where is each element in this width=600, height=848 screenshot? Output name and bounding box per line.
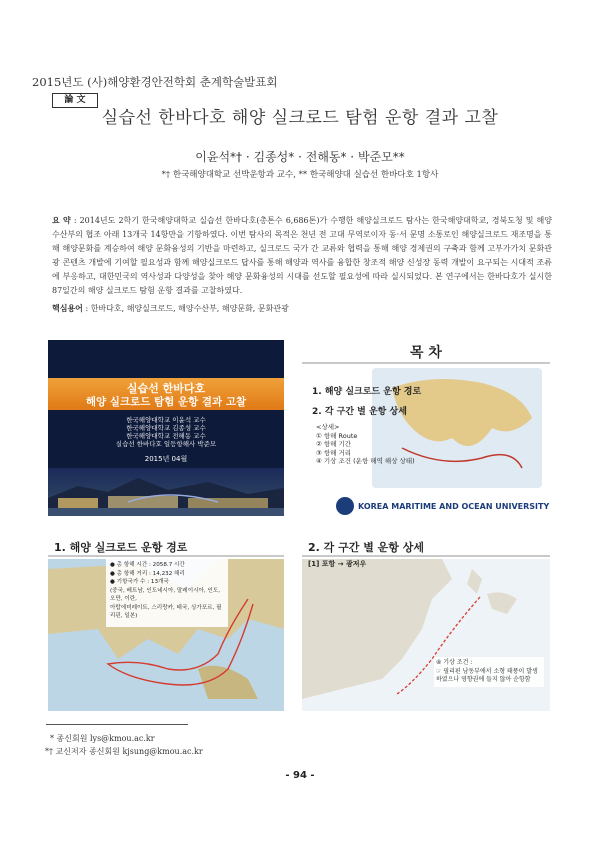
route-slide-title: 1. 해양 실크로드 운항 경로 [54,541,188,554]
slide1-line2: 해양 실크로드 탐험 운항 결과 고찰 [85,396,247,408]
contents-subitems [316,423,415,466]
slide1-name: 한국해양대학교 전해동 교수 [126,432,206,440]
contents-title: 목 차 [410,345,442,361]
slide1-name: 한국해양대학교 이윤석 교수 [126,416,206,424]
city-night-photo [48,468,284,516]
route-summary-line: ● 기항국가 수 : 13개국 [110,579,169,585]
segment-route: [1] 포항 → 광저우 [308,560,367,568]
authors: 이윤석*† · 김종성* · 전해동* · 박준모** [195,150,405,164]
slide1-line1: 실습선 한바다호 [126,382,206,395]
keywords-text: : 한바다호, 해양실크로드, 해양수산부, 해양문화, 문화관광 [85,304,289,313]
weather-note-line: ☞ 필리핀 남동부에서 소형 태풍이 발생하였으나 영향권에 들지 않아 순항함 [436,667,538,683]
slide1-name: 실습선 한바다호 일등항해사 박준모 [115,440,217,448]
abstract-text: : 2014년도 2학기 한국해양대학교 실습선 한바다호(총톤수 6,686톤)가 수행한 해양실크로드 탐사는 한국해양대학교, 경북도청 및 해양수산부의 협조 아래 13개국 14항만을 기항하였다. 이번 탐사의 목적은 천년 전 고대 무역로이자 동·서 문명 소통로인 해양실크로드 재조명을 통해 해양문화를 계승하여 해양 문화융성의 기반을 마련하고, 실크로드 국가 간 교류와 협력을 통해 해양 경제권의 구축과 함께 고부가가치 문화관광 콘텐츠 개발에 기여할 필요성과 함께 해양실크로드 답사를 통해 해양과 역사를 융합한 창조적 해양 신성장 동력 개발이 요구되는 시대적 조류에 부응하고, 대한민국의 역사성과 다양성을 찾아 해양 문화융성의 시대를 선도할 필요성에 따라 실시되었다. 본 연구에서는 한바다호가 실시한 87일간의 해양 실크로드 탐험 운항 결과를 고찰하였다. [52,216,553,295]
slide1-name: 한국해양대학교 김종성 교수 [126,424,206,432]
paper-title: 실습선 한바다호 해양 실크로드 탐험 운항 결과 고찰 [101,108,499,128]
footnote-2: *† 교신저자 종신회원 kjsung@kmou.ac.kr [45,747,203,756]
university-logo [336,497,354,515]
abstract-label: 요 약 [52,215,71,225]
contents-subitem: ① 항해 Route [316,431,358,440]
weather-note-line: ④ 기상 조건 : [436,659,473,666]
university-name: KOREA MARITIME AND OCEAN UNIVERSITY [358,502,550,511]
divider [48,555,284,557]
footnote-1: * 종신회원 lys@kmou.ac.kr [50,734,155,743]
segment-slide-title: 2. 각 구간 별 운항 상세 [308,541,424,554]
route-summary-line: (중국, 베트남, 인도네시아, 말레이시아, 인도, 오만, 이란, [110,587,221,602]
slide1-names [48,416,284,448]
affiliation: *† 한국해양대학교 선박운항과 교수, ** 한국해양대 실습선 한바다호 1항사 [161,170,439,180]
route-summary-box [106,559,228,627]
slide1-date: 2015년 04월 [144,455,188,463]
route-summary-line: 아랍에미레이트, 스리랑카, 태국, 싱가포르, 필리핀, 일본) [110,604,222,619]
contents-item-2: 2. 각 구간 별 운항 상세 [312,407,407,417]
conference-header: 2015년도 (사)해양환경안전학회 춘계학술발표회 [32,75,278,89]
contents-subitem: ④ 기상 조건 (운항 해역 해상 상태) [316,457,415,465]
route-summary-line: ● 총 항해 거리 : 14,232 해리 [110,570,185,577]
keywords [52,303,552,314]
divider [302,362,550,364]
divider [302,555,550,557]
contents-subitem: ③ 항해 거리 [316,448,352,457]
route-slide [48,537,284,711]
abstract [52,213,552,298]
segment-slide [302,537,550,711]
route-summary-line: ● 총 항해 시간 : 2058.7 시간 [110,562,185,568]
contents-slide [302,340,550,516]
footnote-divider [46,724,188,725]
title-slide [48,340,284,516]
contents-subitem: <상세> [316,423,340,431]
contents-item-1: 1. 해양 실크로드 운항 경로 [312,387,422,397]
article-tag: 論 文 [52,93,98,108]
contents-subitem: ② 항해 기간 [316,440,352,448]
keywords-label: 핵심용어 [52,303,83,313]
weather-note [434,657,544,687]
page-number: - 94 - [285,770,315,781]
segment-map-image [302,559,550,711]
